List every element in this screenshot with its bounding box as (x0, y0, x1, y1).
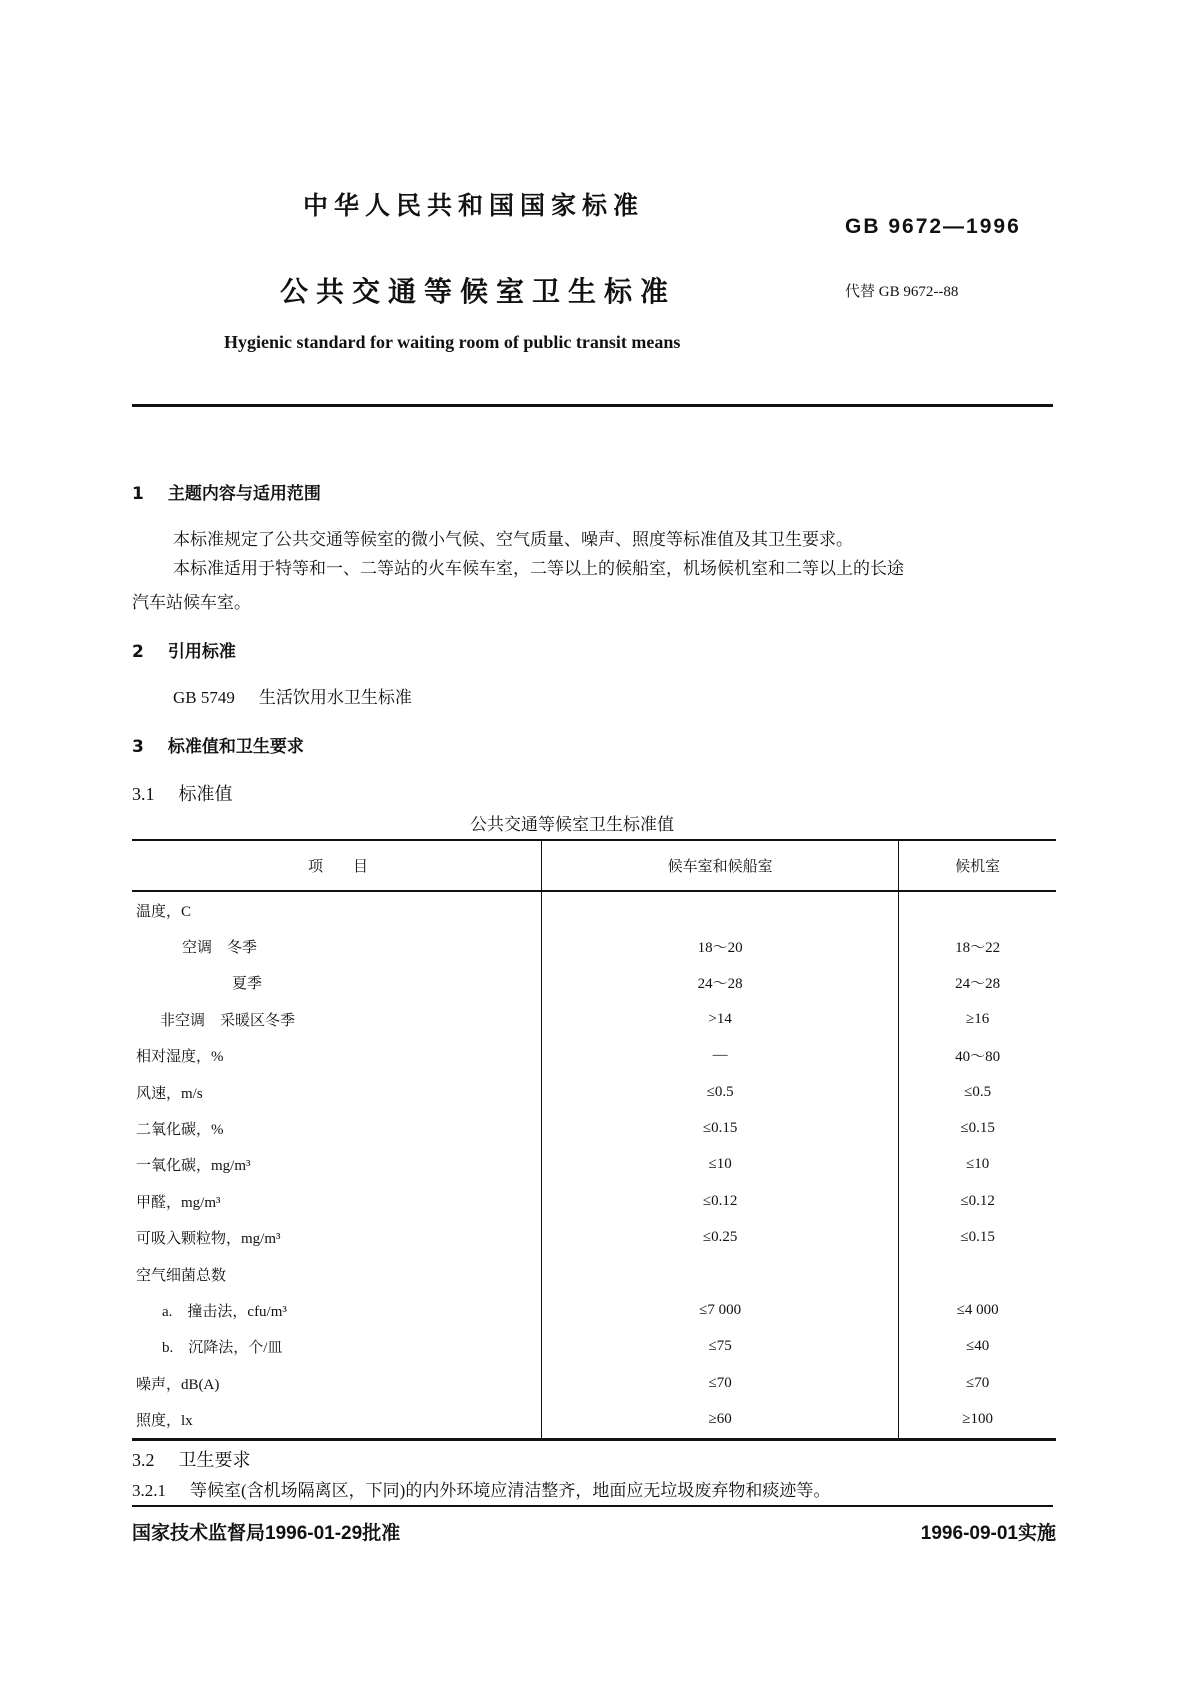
row-item: 可吸入颗粒物，mg/m³ (136, 1231, 281, 1248)
row-item: 空气细菌总数 (136, 1267, 227, 1284)
value-train-ship: — (542, 1038, 899, 1074)
table-row (132, 1183, 1056, 1219)
section-1-para-2: 本标准适用于特等和一、二等站的火车候车室，二等以上的候船室，机场候机室和二等以上的长途 (173, 559, 904, 578)
english-title: Hygienic standard for waiting room of public transit means (224, 332, 681, 352)
row-item: 甲醛，mg/m³ (136, 1194, 221, 1211)
table-row (132, 1038, 1056, 1074)
effective-date: 1996-09-01实施 (920, 1523, 1056, 1544)
table-row (132, 1365, 1056, 1401)
row-item: b. 沉降法，个/皿 (162, 1340, 283, 1357)
section-1-para-1: 本标准规定了公共交通等候室的微小气候、空气质量、噪声、照度等标准值及其卫生要求。 (173, 530, 853, 549)
value-airport: ≥16 (899, 1001, 1056, 1037)
value-train-ship: ≥60 (542, 1401, 899, 1439)
standards-table (132, 839, 1056, 1441)
value-train-ship: ≤0.15 (542, 1110, 899, 1146)
value-airport: ≤40 (899, 1329, 1056, 1365)
row-item: 相对湿度，% (136, 1049, 224, 1066)
value-train-ship (542, 1256, 899, 1292)
table-row (132, 1220, 1056, 1256)
standard-code: GB 9672—1996 (845, 215, 1021, 238)
table-row (132, 1292, 1056, 1328)
value-train-ship: ≤10 (542, 1147, 899, 1183)
section-1-para-2-cont: 汽车站候车室。 (132, 593, 251, 612)
value-train-ship (542, 891, 899, 928)
value-airport: ≤4 000 (899, 1292, 1056, 1328)
value-train-ship: 18～20 (542, 928, 899, 964)
header-item: 项 目 (132, 840, 542, 891)
row-item: 一氧化碳，mg/m³ (136, 1158, 251, 1175)
national-standard-heading: 中华人民共和国国家标准 (303, 191, 645, 220)
table-row (132, 1001, 1056, 1037)
section-3-2-heading: 3.2 卫生要求 (132, 1450, 251, 1470)
row-item: 非空调 采暖区冬季 (160, 1012, 296, 1029)
table-row (132, 1256, 1056, 1292)
value-train-ship: ≤70 (542, 1365, 899, 1401)
row-item: 温度，C (136, 903, 192, 920)
table-row (132, 1110, 1056, 1146)
footer-divider (132, 1505, 1053, 1507)
value-airport: 18～22 (899, 928, 1056, 964)
row-item: 噪声，dB(A) (136, 1376, 220, 1393)
row-item: 夏季 (232, 976, 263, 993)
table-row (132, 1401, 1056, 1439)
section-1-heading: 1 主题内容与适用范围 (132, 484, 321, 504)
value-train-ship: ≤0.25 (542, 1220, 899, 1256)
section-3-heading: 3 标准值和卫生要求 (132, 737, 304, 757)
value-airport: ≤0.15 (899, 1110, 1056, 1146)
value-airport: 24～28 (899, 965, 1056, 1001)
referenced-standard: GB 5749 生活饮用水卫生标准 (173, 688, 412, 707)
header-divider (132, 404, 1053, 407)
header-airport: 候机室 (899, 840, 1056, 891)
table-row (132, 1147, 1056, 1183)
row-item: 二氧化碳，% (136, 1122, 224, 1139)
section-3-1-heading: 3.1 标准值 (132, 784, 233, 804)
table-row (132, 891, 1056, 928)
value-airport: ≤0.5 (899, 1074, 1056, 1110)
table-caption: 公共交通等候室卫生标准值 (470, 815, 674, 834)
value-airport: ≤10 (899, 1147, 1056, 1183)
value-train-ship: >14 (542, 1001, 899, 1037)
table-row (132, 1329, 1056, 1365)
approval-date: 国家技术监督局1996-01-29批准 (132, 1523, 401, 1544)
row-item: 照度，lx (132, 1401, 542, 1439)
value-train-ship: ≤75 (542, 1329, 899, 1365)
value-airport: 40～80 (899, 1038, 1056, 1074)
row-item: 风速，m/s (136, 1085, 203, 1102)
table-row (132, 1074, 1056, 1110)
replaces-note: 代替 GB 9672--88 (845, 284, 959, 300)
table-row (132, 965, 1056, 1001)
value-airport: ≤0.12 (899, 1183, 1056, 1219)
value-airport: ≤0.15 (899, 1220, 1056, 1256)
value-train-ship: ≤7 000 (542, 1292, 899, 1328)
table-row (132, 928, 1056, 964)
row-item: 空调 冬季 (182, 940, 258, 957)
header-train-ship: 候车室和候船室 (542, 840, 899, 891)
section-3-2-1: 3.2.1 等候室(含机场隔离区，下同)的内外环境应清洁整齐，地面应无垃圾废弃物和痰迹等。 (132, 1481, 831, 1500)
row-item: a. 撞击法，cfu/m³ (162, 1303, 287, 1320)
value-airport (899, 1256, 1056, 1292)
value-airport (899, 891, 1056, 928)
document-title: 公共交通等候室卫生标准 (280, 275, 677, 308)
value-airport: ≥100 (899, 1401, 1056, 1439)
value-airport: ≤70 (899, 1365, 1056, 1401)
section-2-heading: 2 引用标准 (132, 642, 236, 662)
value-train-ship: 24～28 (542, 965, 899, 1001)
value-train-ship: ≤0.5 (542, 1074, 899, 1110)
value-train-ship: ≤0.12 (542, 1183, 899, 1219)
